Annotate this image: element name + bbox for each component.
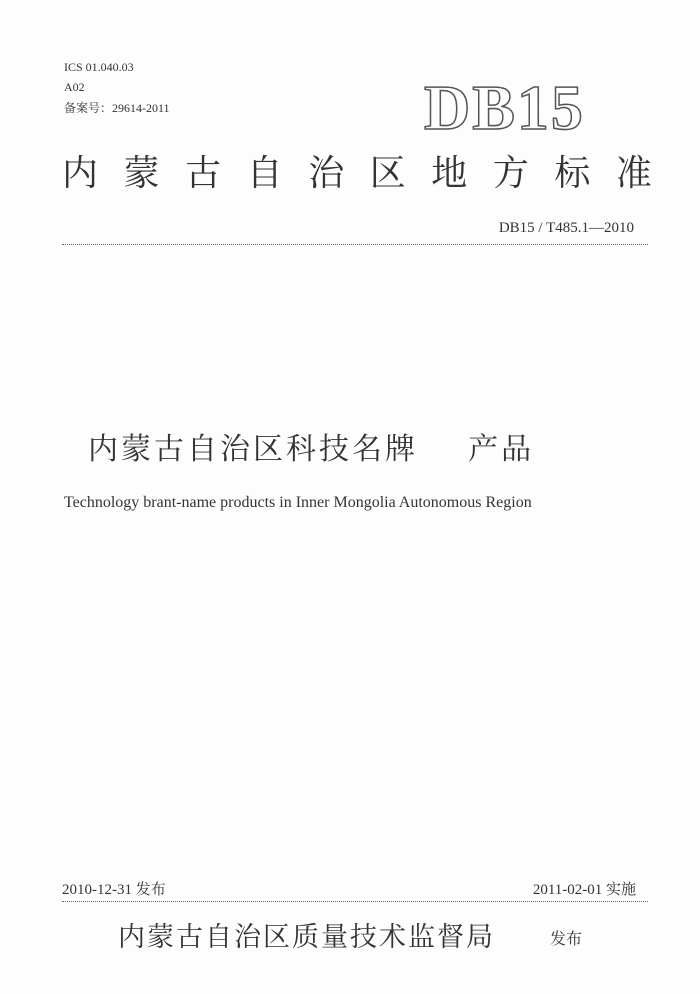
standard-type-char: 古 [185, 153, 222, 194]
effective-date: 2011-02-01 实施 [532, 882, 636, 898]
record-number: 备案号：29614-2011 [64, 101, 170, 115]
title-chinese: 内蒙古自治区科技名牌 产品 [88, 432, 535, 467]
standard-type-char: 区 [369, 153, 406, 194]
db-logo-mark: DB15 [424, 72, 585, 143]
footer-divider [62, 901, 648, 902]
issuer-suffix: 发布 [550, 929, 583, 948]
standard-type-char: 自 [246, 153, 283, 194]
issuer-name: 内蒙古自治区质量技术监督局 [118, 922, 495, 953]
standard-type-char: 方 [492, 153, 529, 194]
standard-number: DB15 / T485.1—2010 [498, 220, 634, 236]
standard-type-char: 准 [615, 153, 652, 194]
title-english: Technology brant-name products in Inner Mongolia Autonomous Region [64, 494, 532, 511]
standard-type-char: 标 [554, 153, 591, 194]
category-code: A02 [64, 80, 85, 94]
header-divider [62, 244, 648, 245]
standard-type-char: 治 [308, 153, 345, 194]
ics-code: ICS 01.040.03 [64, 60, 134, 74]
standard-type-char: 地 [431, 153, 468, 194]
issue-date: 2010-12-31 发布 [62, 882, 166, 898]
standard-type-heading [62, 150, 652, 198]
standard-type-char: 蒙 [123, 153, 160, 194]
standard-type-char: 内 [62, 153, 99, 194]
